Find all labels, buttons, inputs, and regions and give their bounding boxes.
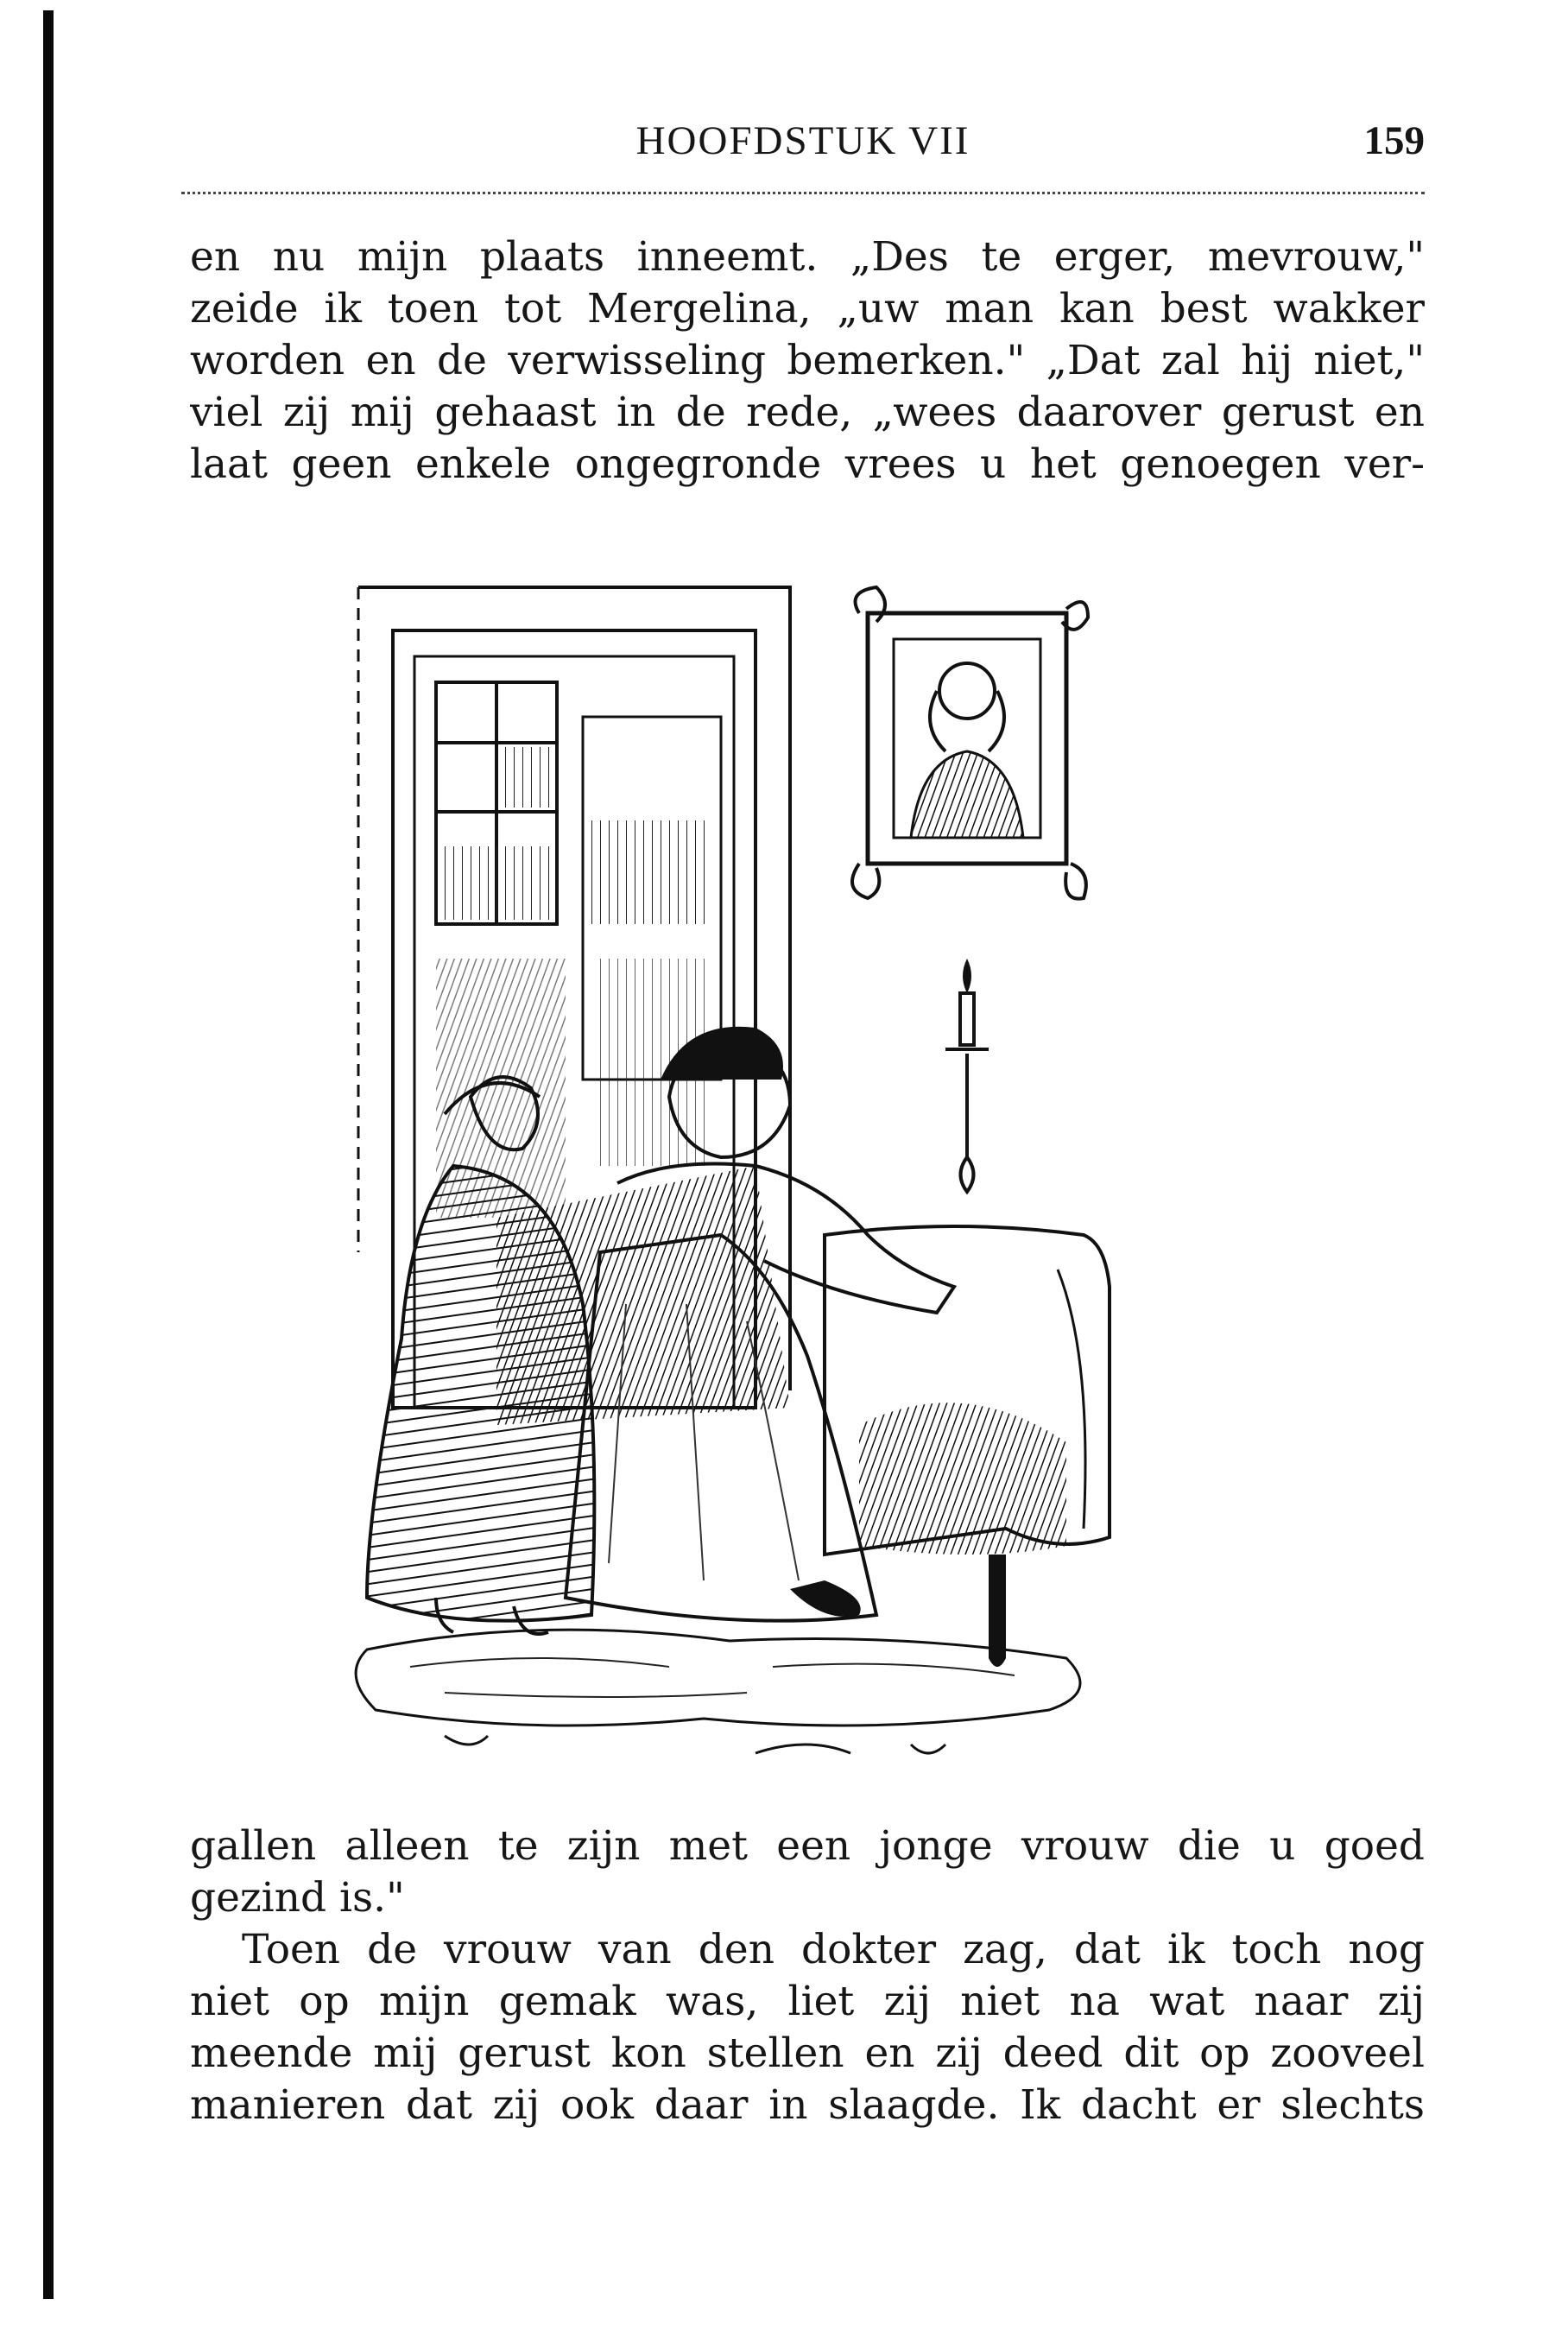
text-line: niet op mijn gemak was, liet zij niet na wat naar zij <box>190 1978 1425 2025</box>
text-line: worden en de verwisseling bemerken." „Dat zal hij niet," <box>190 337 1425 384</box>
text-line: gezind is." <box>190 1874 405 1922</box>
text-line: meende mij gerust kon stellen en zij deed dit op zooveel <box>190 2030 1425 2077</box>
running-head: HOOFDSTUK VII <box>635 118 971 163</box>
text-line: viel zij mij gehaast in de rede, „wees daarover gerust en <box>190 389 1425 436</box>
text-line: manieren dat zij ook daar in slaagde. Ik dacht er slechts <box>190 2081 1425 2129</box>
top-paragraph <box>190 231 1425 491</box>
page-spine-edge <box>43 10 54 2299</box>
text-line: en nu mijn plaats inneemt. „Des te erger, mevrouw," <box>190 233 1425 281</box>
bottom-text <box>190 1821 1425 2131</box>
page-number: 159 <box>1363 118 1425 163</box>
header-rule <box>181 192 1425 194</box>
engraved-illustration <box>341 561 1269 1788</box>
page-header <box>181 117 1425 169</box>
text-line: zeide ik toen tot Mergelina, „uw man kan best wakker <box>190 285 1425 332</box>
text-line: Toen de vrouw van den dokter zag, dat ik toch nog <box>242 1926 1425 1973</box>
text-line: gallen alleen te zijn met een jonge vrouw die u goed <box>190 1822 1425 1870</box>
text-line: laat geen enkele ongegronde vrees u het genoegen ver- <box>190 440 1425 488</box>
illustration-drawing <box>341 561 1269 1788</box>
